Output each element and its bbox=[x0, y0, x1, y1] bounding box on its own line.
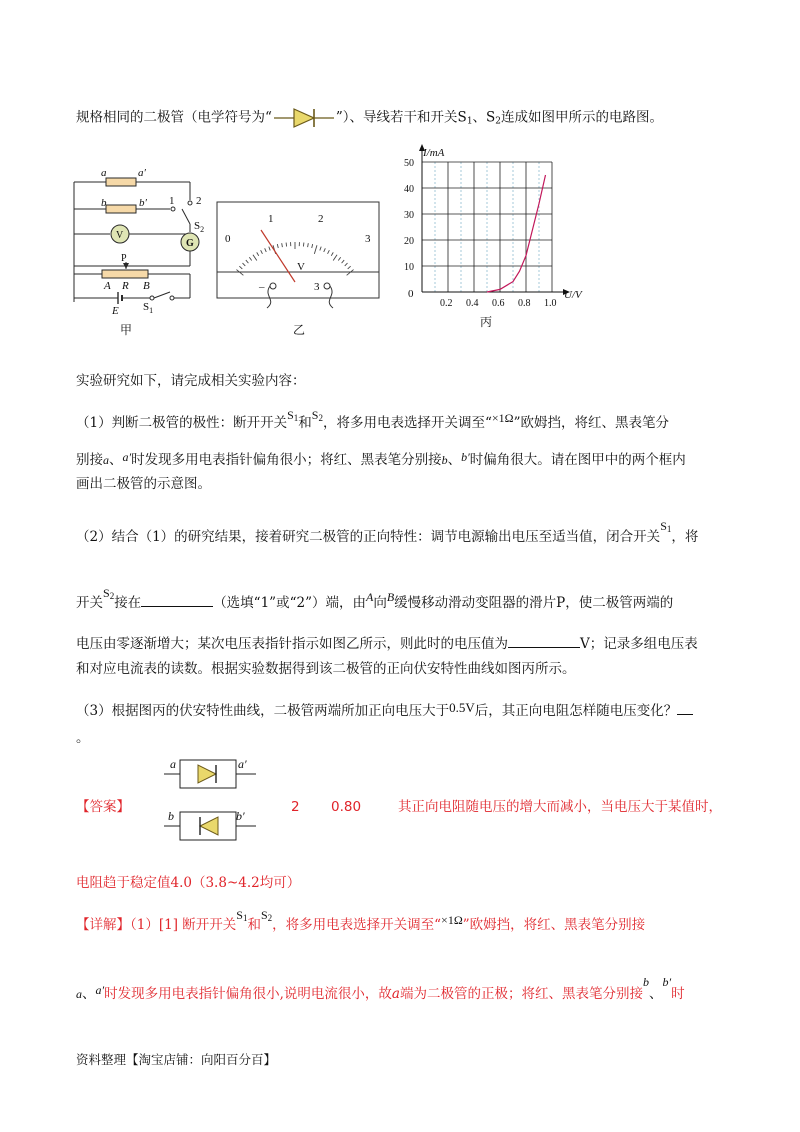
q3-a: （3）根据图丙的伏安特性曲线，二极管两端所加正向电压大于 bbox=[76, 703, 450, 719]
q1-a: （1）判断二极管的极性：断开开关 bbox=[76, 415, 288, 431]
label-b-prime: b′ bbox=[139, 197, 147, 209]
chart-ticks bbox=[404, 158, 557, 309]
detail-dun: 、 bbox=[82, 986, 96, 1002]
detail-b2: b′ bbox=[662, 975, 672, 989]
iu-chart-bing bbox=[400, 140, 600, 340]
detail-d2: ，将多用电表选择开关调至“ bbox=[272, 917, 442, 933]
q3-b: 后，其正向电阻怎样随电压变化？ bbox=[474, 703, 678, 719]
q2-d: 接在 bbox=[114, 595, 142, 611]
chart-axes bbox=[419, 144, 570, 295]
detail-b: b bbox=[642, 975, 649, 989]
q1-b-var: b bbox=[441, 453, 448, 467]
scale-3: 3 bbox=[365, 233, 371, 245]
blank-1[interactable] bbox=[141, 592, 213, 607]
footer: 资料整理【淘宝店铺：向阳百分百】 bbox=[76, 1052, 277, 1067]
q2-g: 缓慢移动滑动变阻器的滑片P，使二极管两端的 bbox=[394, 595, 674, 611]
q1-ohm: ×1Ω bbox=[491, 411, 514, 425]
detail-d5: 时发现多用电表指针偏角很小,说明电流很小，故 bbox=[104, 986, 392, 1002]
detail-line1 bbox=[76, 908, 646, 938]
terminal-3-icon bbox=[324, 283, 330, 289]
q2-c: 开关 bbox=[76, 595, 103, 611]
answer-3: 其正向电阻随电压的增大而减小，当电压大于某值时， bbox=[398, 799, 722, 815]
detail-d1: （1）[1] 断开开关 bbox=[130, 917, 237, 933]
detail-he: 和 bbox=[247, 917, 261, 933]
detail-dun2: 、 bbox=[648, 986, 663, 1002]
q1-s2: $S_2$ bbox=[311, 408, 323, 423]
chart-grid bbox=[422, 162, 552, 292]
q2-a: （2）结合（1）的研究结果，接着研究二极管的正向特性：调节电源输出电压至适当值，闭合开关 bbox=[76, 529, 661, 545]
answer-tag: 【答案】 bbox=[76, 799, 130, 815]
q2-line2 bbox=[76, 586, 674, 616]
q1-a-var: a bbox=[103, 453, 109, 467]
y-tick-label: 30 bbox=[404, 210, 414, 221]
answer-2: 0.80 bbox=[331, 799, 362, 815]
q3-v: 0.5V bbox=[449, 700, 475, 715]
q2-e: （选填“1”或“2”）端，由 bbox=[213, 595, 366, 611]
intro-text-c: 、S bbox=[472, 109, 496, 126]
q2-line3 bbox=[76, 633, 698, 654]
q1-s1: $S_1$ bbox=[287, 408, 299, 423]
label-a: a bbox=[101, 167, 107, 179]
caption-jia: 甲 bbox=[120, 323, 133, 337]
q2-s2: $S_2$ bbox=[103, 586, 115, 601]
label-B: B bbox=[143, 280, 150, 292]
caption-bing: 丙 bbox=[480, 315, 493, 329]
answer-diode-boxes bbox=[160, 750, 260, 850]
box-label-b-prime: b′ bbox=[236, 809, 245, 823]
q2-A: A bbox=[365, 590, 374, 604]
blank-2[interactable] bbox=[508, 633, 580, 648]
intro2: 实验研究如下，请完成相关实验内容： bbox=[76, 373, 306, 389]
intro-text-b: ”）、导线若干和开关S bbox=[335, 109, 467, 126]
label-2: 2 bbox=[196, 195, 202, 207]
terminal-minus-label: – bbox=[259, 281, 265, 293]
answer-4: 电阻趋于稳定值4.0（3.8~4.2均可） bbox=[76, 875, 301, 891]
q3-line2: 。 bbox=[76, 730, 90, 746]
y-tick-label: 50 bbox=[404, 158, 414, 169]
intro-text-a: 规格相同的二极管（电学符号为“ bbox=[76, 109, 272, 126]
q1-c: ”欧姆挡，将红、黑表笔分 bbox=[513, 415, 669, 431]
detail-d3: ”欧姆挡，将红、黑表笔分别接 bbox=[462, 917, 646, 933]
box-label-a-prime: a′ bbox=[238, 757, 247, 771]
detail-line2 bbox=[76, 975, 685, 1004]
q1-he: 和 bbox=[298, 415, 312, 431]
q2-line1 bbox=[76, 519, 699, 550]
label-s2: $S_2$ bbox=[194, 220, 205, 234]
circuit-diagram-jia bbox=[66, 162, 216, 338]
box-label-b: b bbox=[168, 809, 174, 823]
y-tick-label: 10 bbox=[404, 262, 414, 273]
label-b: b bbox=[101, 197, 107, 209]
q2-i: V；记录多组电压表 bbox=[580, 636, 698, 652]
detail-a2: a′ bbox=[95, 983, 105, 997]
ylabel: I/mA bbox=[423, 147, 445, 159]
q2-f: 向 bbox=[373, 595, 387, 611]
x-tick-label: 0.8 bbox=[518, 298, 531, 309]
label-a-prime: a′ bbox=[138, 167, 146, 179]
q1-b: ，将多用电表选择开关调至“ bbox=[322, 415, 492, 431]
label-s1: $S_1$ bbox=[143, 301, 154, 315]
voltmeter-v-icon: V bbox=[116, 230, 124, 241]
label-E: E bbox=[112, 305, 119, 317]
q1-line1 bbox=[76, 408, 669, 436]
voltmeter-figure-yi bbox=[215, 200, 383, 340]
detail-s2: $S_2$ bbox=[260, 908, 273, 923]
xlabel: U/V bbox=[564, 289, 582, 301]
q1-line3: 画出二极管的示意图。 bbox=[76, 476, 211, 492]
intro-s2-sub: 2 bbox=[495, 116, 502, 127]
x-tick-label: 1.0 bbox=[544, 298, 557, 309]
scale-1: 1 bbox=[268, 213, 274, 225]
detail-tag: 【详解】 bbox=[76, 917, 130, 933]
label-1: 1 bbox=[169, 195, 175, 207]
label-A: A bbox=[104, 280, 111, 292]
detail-d7: 时 bbox=[671, 986, 685, 1002]
intro-line bbox=[76, 106, 663, 132]
q1-dun2: 、 bbox=[447, 452, 462, 468]
q2-h: 电压由零逐渐增大；某次电压表指针指示如图乙所示，则此时的电压值为 bbox=[76, 636, 508, 652]
diode-symbol-icon bbox=[272, 106, 336, 130]
q3-line1 bbox=[76, 700, 693, 721]
label-R: R bbox=[122, 280, 129, 292]
q1-a2-var: a′ bbox=[122, 450, 132, 464]
q1-b2-var: b′ bbox=[461, 450, 470, 464]
x-tick-label: 0.4 bbox=[466, 298, 479, 309]
galvanometer-g-icon: G bbox=[186, 238, 194, 249]
q1-e: 时发现多用电表指针偏角很小；将红、黑表笔分别接 bbox=[131, 452, 442, 468]
iu-curve bbox=[487, 175, 546, 292]
box-label-a: a bbox=[170, 757, 176, 771]
y-tick-label: 20 bbox=[404, 236, 414, 247]
detail-ohm: ×1Ω bbox=[441, 913, 463, 927]
answer-1: 2 bbox=[291, 799, 300, 815]
detail-a-italic: a bbox=[391, 986, 400, 1002]
terminal-3-label: 3 bbox=[314, 281, 320, 293]
caption-yi: 乙 bbox=[293, 323, 306, 337]
q2-B: B bbox=[386, 590, 395, 604]
q2-b: ，将 bbox=[671, 529, 699, 545]
x-tick-label: 0.6 bbox=[492, 298, 505, 309]
q1-d: 别接 bbox=[76, 452, 103, 468]
q1-dun: 、 bbox=[109, 452, 123, 468]
detail-s1: $S_1$ bbox=[236, 908, 248, 923]
x-tick-label: 0.2 bbox=[440, 298, 453, 309]
detail-d6: 端为二极管的正极；将红、黑表笔分别接 bbox=[399, 986, 643, 1002]
blank-3[interactable] bbox=[677, 700, 693, 715]
terminal-minus-icon bbox=[270, 283, 276, 289]
origin-label: 0 bbox=[408, 288, 414, 300]
q2-line4: 和对应电流表的读数。根据实验数据得到该二极管的正向伏安特性曲线如图丙所示。 bbox=[76, 661, 576, 677]
scale-0: 0 bbox=[225, 233, 231, 245]
scale-2: 2 bbox=[318, 213, 324, 225]
unit-v: V bbox=[297, 261, 305, 273]
y-tick-label: 40 bbox=[404, 184, 414, 195]
intro-text-d: 连成如图甲所示的电路图。 bbox=[501, 109, 664, 126]
label-p: P bbox=[121, 253, 127, 264]
detail-a: a bbox=[76, 987, 82, 1001]
q2-s1: $S_1$ bbox=[660, 519, 672, 534]
q1-f: 时偏角很大。请在图甲中的两个框内 bbox=[469, 452, 686, 468]
q1-line2 bbox=[76, 450, 686, 470]
intro-s1-sub: 1 bbox=[466, 116, 473, 127]
